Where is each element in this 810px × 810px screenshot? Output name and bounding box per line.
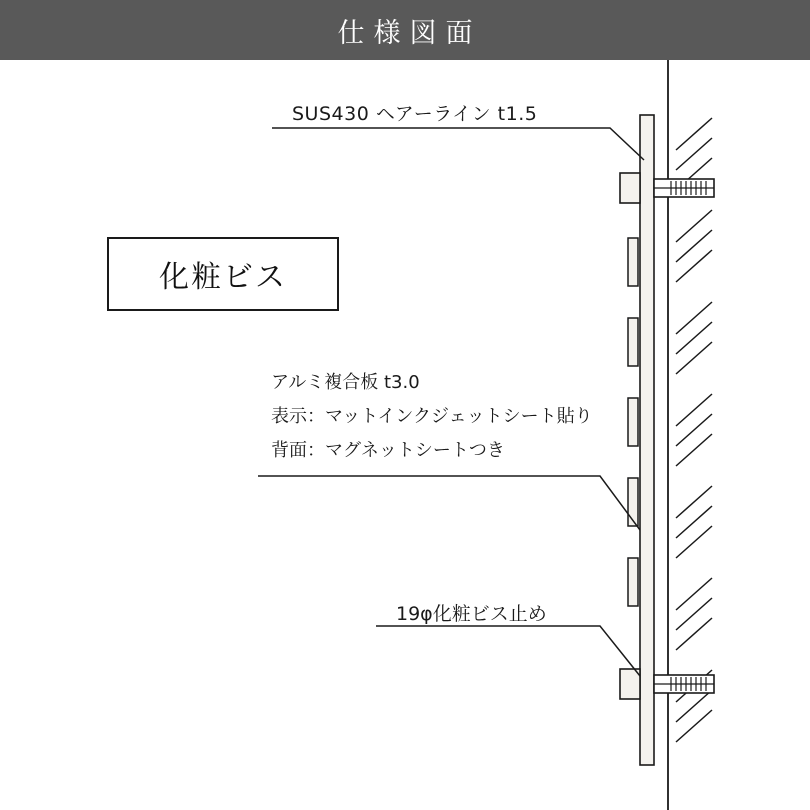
leader-line-screw (376, 626, 640, 676)
screw-bottom (620, 669, 714, 699)
callout-label: 化粧ビス (159, 260, 287, 295)
magnet-blocks (628, 238, 638, 606)
annotation-screw-spec: 19φ化粧ビス止め (396, 603, 547, 625)
drawing-area (0, 60, 810, 810)
leader-line-top (272, 128, 644, 160)
wall-hatching (676, 118, 712, 742)
annotation-panel-line1: アルミ複合板 t3.0 (271, 372, 420, 393)
screw-top (620, 173, 714, 203)
annotation-panel-line2: 表示：マットインクジェットシート貼り (271, 406, 593, 427)
callout-box (107, 237, 339, 311)
cross-section-drawing (0, 60, 810, 810)
leader-line-panel (258, 476, 640, 530)
annotation-top-material: SUS430 ヘアーライン t1.5 (292, 103, 538, 125)
annotation-panel-line3: 背面：マグネットシートつき (271, 440, 505, 461)
page-title: 仕様図面 (337, 17, 482, 49)
sign-panel-section (640, 115, 654, 765)
header-bar (0, 0, 810, 60)
